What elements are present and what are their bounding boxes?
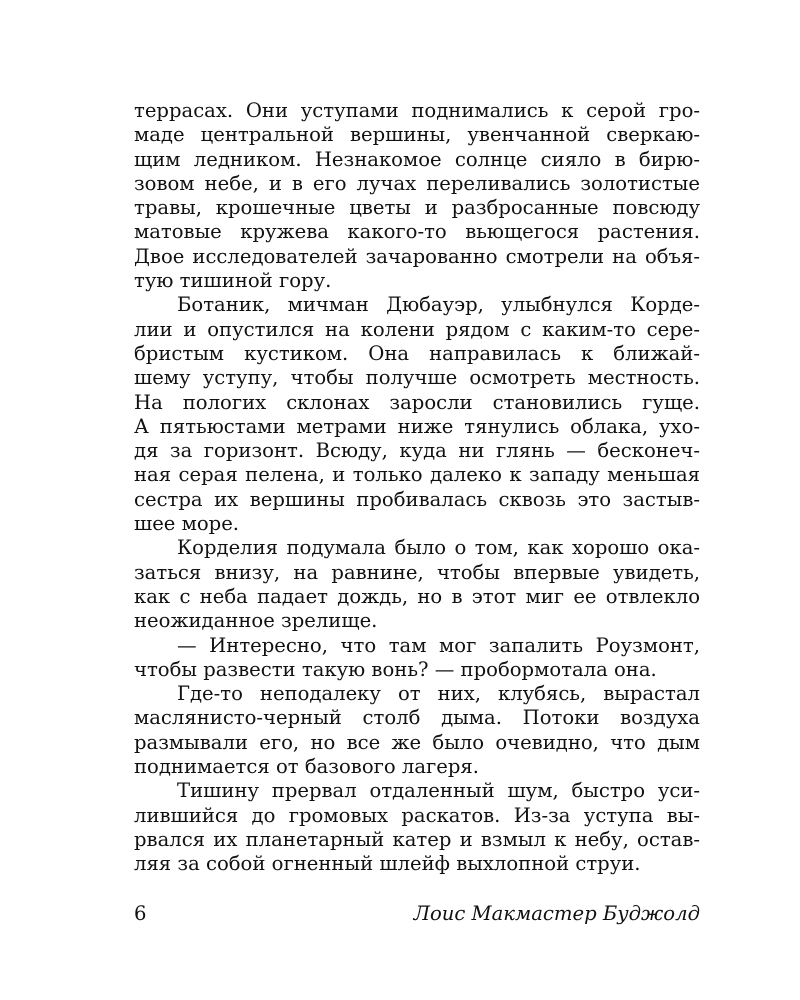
text-line: бристым кустиком. Она направилась к ближай- bbox=[134, 341, 700, 365]
text-line: маслянисто-черный столб дыма. Потоки воздуха bbox=[134, 706, 700, 730]
paragraph bbox=[134, 99, 700, 293]
body-text bbox=[134, 99, 700, 877]
page-footer bbox=[134, 899, 700, 929]
text-line: заться внизу, на равнине, чтобы впервые увидеть, bbox=[134, 560, 700, 584]
text-line: шему уступу, чтобы получше осмотреть местность. bbox=[134, 366, 700, 390]
text-line: На пологих склонах заросли становились гуще. bbox=[134, 390, 700, 414]
text-line: травы, крошечные цветы и разбросанные повсюду bbox=[134, 196, 700, 220]
text-line: размывали его, но все же было очевидно, что дым bbox=[134, 730, 700, 754]
text-line: Корделия подумала было о том, как хорошо ока- bbox=[177, 536, 700, 560]
text-line: как с неба падает дождь, но в этот миг ее отвлекло bbox=[134, 584, 700, 608]
text-line: А пятьюстами метрами ниже тянулись облака, ухо- bbox=[134, 414, 700, 438]
text-line: рвался их планетарный катер и взмыл к небу, остав- bbox=[134, 827, 700, 851]
text-line: — Интересно, что там мог запалить Роузмонт, bbox=[177, 633, 700, 657]
text-line: тую тишиной гору. bbox=[134, 269, 332, 293]
text-line: дя за горизонт. Всюду, куда ни глянь — бесконеч- bbox=[134, 439, 700, 463]
text-line: Ботаник, мичман Дюбауэр, улыбнулся Корде- bbox=[177, 293, 700, 317]
page-number: 6 bbox=[134, 902, 147, 925]
paragraph bbox=[134, 634, 700, 683]
text-line: Двое исследователей зачарованно смотрели на объя- bbox=[134, 244, 700, 268]
text-line: маде центральной вершины, увенчанной сверкаю- bbox=[134, 123, 700, 147]
text-line: ляя за собой огненный шлейф выхлопной струи. bbox=[134, 852, 641, 876]
text-line: шее море. bbox=[134, 512, 240, 536]
paragraph bbox=[134, 293, 700, 536]
text-line: поднимается от базового лагеря. bbox=[134, 755, 480, 779]
text-line: Тишину прервал отдаленный шум, быстро уси- bbox=[177, 779, 700, 803]
text-line: неожиданное зрелище. bbox=[134, 609, 378, 633]
paragraph bbox=[134, 779, 700, 876]
text-line: чтобы развести такую вонь? — пробормотала она. bbox=[134, 657, 657, 681]
text-line: зовом небе, и в его лучах переливались золотистые bbox=[134, 171, 700, 195]
running-footer-author: Лоис Макмастер Буджолд bbox=[413, 902, 700, 925]
paragraph bbox=[134, 682, 700, 779]
text-line: террасах. Они уступами поднимались к серой гро- bbox=[134, 99, 700, 122]
text-line: щим ледником. Незнакомое солнце сияло в бирю- bbox=[134, 147, 700, 171]
text-line: матовые кружева какого-то вьющегося растения. bbox=[134, 220, 700, 244]
paragraph bbox=[134, 536, 700, 633]
text-line: лии и опустился на колени рядом с каким-то сере- bbox=[134, 317, 700, 341]
text-line: Где-то неподалеку от них, клубясь, вырастал bbox=[177, 682, 700, 706]
text-line: ная серая пелена, и только далеко к западу меньшая bbox=[134, 463, 700, 487]
text-line: сестра их вершины пробивалась сквозь это застыв- bbox=[134, 487, 700, 511]
text-line: лившийся до громовых раскатов. Из-за уступа вы- bbox=[134, 803, 700, 827]
